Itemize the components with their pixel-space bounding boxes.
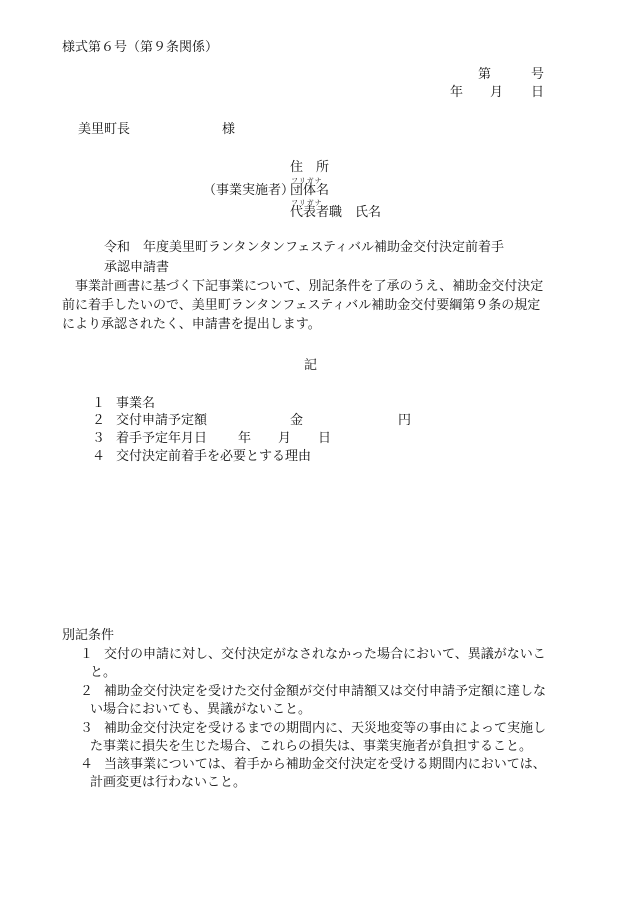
body-line: 前に着手したいので、美里町ランタンフェスティバル補助金交付要綱第９条の規定	[62, 298, 541, 313]
condition-line: 補助金交付決定を受けた交付金額が交付申請額又は交付申請予定額に達しな	[104, 684, 547, 699]
condition-line: 交付の申請に対し、交付決定がなされなかった場合において、異議がないこ	[104, 647, 546, 662]
start-year: 年	[238, 431, 252, 446]
representative-furigana: フリガナ	[291, 199, 323, 207]
amount-yen: 円	[398, 413, 412, 428]
item-label: 交付申請予定額	[116, 413, 208, 428]
condition-num: １	[80, 647, 94, 662]
address-label: 住 所	[290, 160, 330, 175]
item-label: 事業名	[116, 396, 156, 411]
item-num: ３	[92, 431, 106, 446]
item-label: 交付決定前着手を必要とする理由	[116, 449, 312, 464]
condition-num: ４	[80, 757, 94, 772]
condition-line: 計画変更は行わないこと。	[90, 775, 247, 790]
number-go: 号	[531, 67, 545, 82]
item-num: １	[92, 396, 106, 411]
date-month: 月	[490, 85, 504, 100]
body-line: により承認されたく、申請書を提出します。	[62, 317, 321, 332]
group-furigana: フリガナ	[291, 177, 323, 185]
condition-num: ２	[80, 684, 94, 699]
conditions-heading: 別記条件	[62, 628, 115, 643]
amount-kin: 金	[290, 413, 304, 428]
representative-label: 代表者職 氏名	[290, 205, 382, 220]
date-year: 年	[450, 85, 464, 100]
condition-line: た事業に損失を生じた場合、これらの損失は、事業実施者が負担すること。	[90, 739, 533, 754]
addressee-suffix: 様	[222, 122, 236, 137]
ki-heading: 記	[304, 358, 318, 373]
date-day: 日	[531, 85, 545, 100]
condition-line: い場合においても、異議がないこと。	[90, 702, 312, 717]
start-day: 日	[318, 431, 332, 446]
start-month: 月	[278, 431, 292, 446]
condition-num: ３	[80, 721, 94, 736]
condition-line: と。	[90, 665, 117, 680]
condition-line: 当該事業については、着手から補助金交付決定を受ける期間内においては、	[104, 757, 546, 772]
item-num: ４	[92, 449, 106, 464]
addressee-name: 美里町長	[78, 122, 131, 137]
body-line: 事業計画書に基づく下記事業について、別記条件を了承のうえ、補助金交付決定	[62, 279, 544, 294]
title-line2: 承認申請書	[104, 260, 170, 275]
title-line1: 令和 年度美里町ランタンタンフェスティバル補助金交付決定前着手	[104, 240, 505, 255]
group-label: 団体名	[290, 183, 330, 198]
number-dai: 第	[478, 67, 492, 82]
form-label: 様式第６号（第９条関係）	[62, 40, 219, 55]
role-label: （事業実施者）	[203, 183, 295, 198]
item-label: 着手予定年月日	[116, 431, 208, 446]
condition-line: 補助金交付決定を受けるまでの期間内に、天災地変等の事由によって実施し	[104, 721, 547, 736]
item-num: ２	[92, 413, 106, 428]
